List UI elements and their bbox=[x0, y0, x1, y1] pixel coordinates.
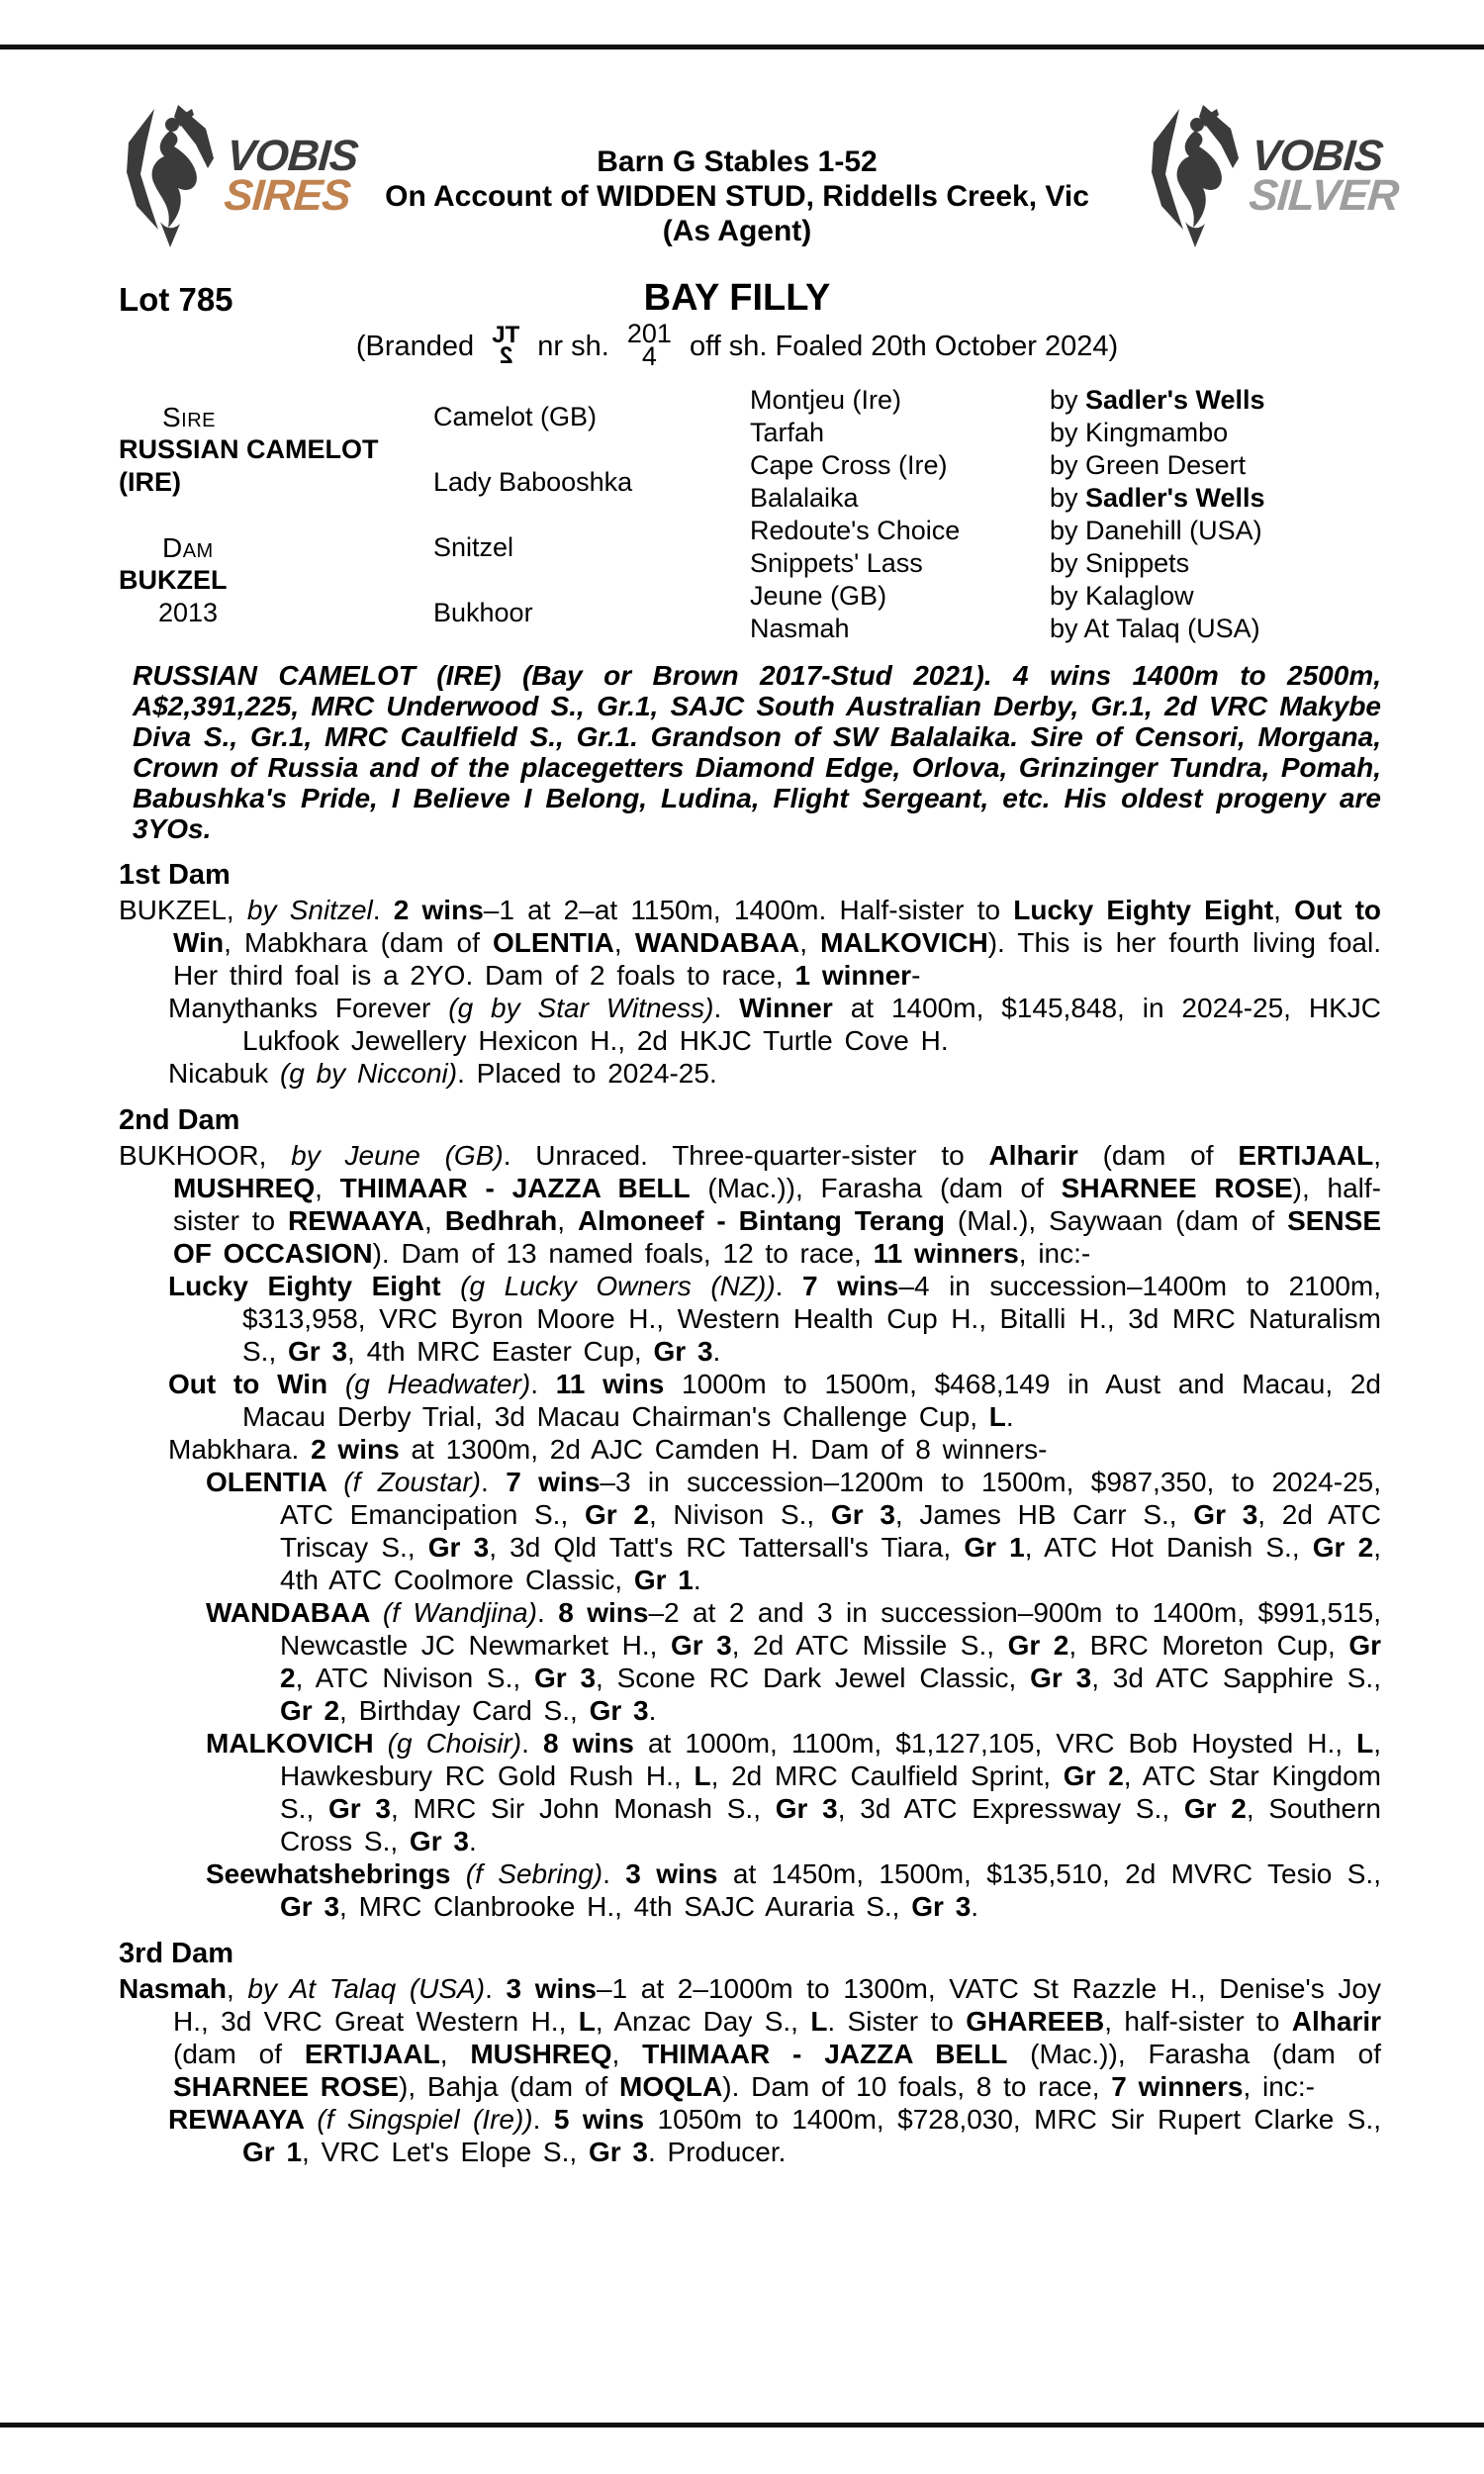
text-segment: Gr 3 bbox=[427, 1532, 490, 1563]
text-segment: (g Lucky Owners (NZ)) bbox=[460, 1271, 776, 1301]
text-segment: , 2d MRC Caulfield Sprint, bbox=[710, 1760, 1064, 1791]
top-rule bbox=[0, 45, 1484, 49]
text-segment: 7 winners bbox=[1111, 2071, 1244, 2102]
text-segment: Gr 3 bbox=[670, 1630, 732, 1661]
text-segment: , Nivison S., bbox=[648, 1499, 831, 1530]
text-segment: Alharir bbox=[988, 1140, 1078, 1171]
text-segment: Gr 3 bbox=[288, 1336, 348, 1367]
text-segment: Gr 3 bbox=[588, 2137, 648, 2167]
pedigree-gen2 bbox=[433, 515, 750, 580]
text-segment: Alharir bbox=[1291, 2006, 1382, 2037]
gen3-horse-name: Tarfah ..... bbox=[750, 417, 1050, 449]
text-segment: Gr 3 bbox=[911, 1891, 972, 1922]
by-word: by bbox=[1050, 418, 1086, 447]
by-word: by bbox=[1050, 450, 1086, 480]
text-segment: (Mac.)), Farasha (dam of bbox=[690, 1173, 1062, 1203]
text-segment: . bbox=[603, 1858, 626, 1889]
gen1-horse-name: BUKZEL ..... bbox=[119, 564, 419, 597]
gen1-year: 2013 bbox=[158, 597, 219, 627]
consignor-line: (As Agent) bbox=[662, 215, 812, 247]
text-segment: , Southern Cross S., bbox=[280, 1793, 1381, 1856]
text-segment: , inc:- bbox=[1018, 1238, 1091, 1269]
gen3-horse-name: Montjeu (Ire) ..... bbox=[750, 384, 1050, 417]
text-segment: THIMAAR - JAZZA BELL bbox=[339, 1173, 691, 1203]
brand-letters: JT bbox=[492, 322, 520, 349]
text-segment: Gr 3 bbox=[775, 1793, 838, 1824]
text-segment: –4 in succession–1400m to 2100m, $313,958, VRC Byron Moore H., Western Health Cup H., Bitalli H., 3d MRC Naturalism S., bbox=[242, 1271, 1381, 1367]
text-segment: ), half-sister to bbox=[173, 1173, 1381, 1236]
text-segment: . bbox=[468, 1826, 477, 1856]
text-segment: at 1450m, 1500m, $135,510, 2d MVRC Tesio S., bbox=[717, 1858, 1381, 1889]
text-segment: . bbox=[713, 993, 740, 1023]
pedigree-gen2 bbox=[433, 580, 750, 645]
text-segment: , bbox=[557, 1205, 578, 1236]
consignor-line: On Account of WIDDEN STUD, Riddells Creek, Vic bbox=[385, 180, 1089, 213]
gen4-sire-name: Snippets bbox=[1085, 548, 1190, 578]
text-segment: Gr 1 bbox=[964, 1532, 1025, 1563]
logo-word-vobis: VOBIS bbox=[1250, 132, 1385, 180]
text-segment: - bbox=[911, 960, 921, 991]
text-segment: Gr 2 bbox=[280, 1695, 340, 1726]
pedigree-paragraph bbox=[119, 1972, 1381, 2103]
text-segment: 1 winner bbox=[794, 960, 912, 991]
text-segment: at 1400m, $145,848, in 2024-25, HKJC Lukfook Jewellery Hexicon H., 2d HKJC Turtle Cove H. bbox=[242, 993, 1381, 1056]
pedigree-gen2 bbox=[433, 449, 750, 515]
text-segment: . bbox=[536, 1597, 559, 1628]
text-segment: (f Sebring) bbox=[465, 1858, 603, 1889]
text-segment: SHARNEE ROSE bbox=[173, 2071, 400, 2102]
gen3-horse-name: Cape Cross (Ire) ..... bbox=[750, 449, 1050, 482]
text-segment: Nasmah bbox=[119, 1973, 227, 2004]
text-segment: (dam of bbox=[1077, 1140, 1239, 1171]
text-segment: 7 wins bbox=[802, 1271, 899, 1301]
text-segment: , 3d Qld Tatt's RC Tattersall's Tiara, bbox=[489, 1532, 965, 1563]
text-segment: . bbox=[530, 1369, 556, 1399]
logo-word-silver: SILVER bbox=[1247, 171, 1400, 220]
text-segment: L bbox=[578, 2006, 596, 2037]
text-segment: . bbox=[485, 1973, 507, 2004]
text-segment: ), Bahja (dam of bbox=[399, 2071, 620, 2102]
text-segment: , Birthday Card S., bbox=[339, 1695, 590, 1726]
horse-rider-icon bbox=[121, 103, 220, 249]
text-segment: , half-sister to bbox=[1104, 2006, 1292, 2037]
gen4-sire-name: Sadler's Wells bbox=[1085, 483, 1265, 513]
dam-section-heading: 3rd Dam bbox=[119, 1938, 234, 1969]
by-word: by bbox=[1050, 548, 1086, 578]
text-segment: at 1300m, 2d AJC Camden H. Dam of 8 winners- bbox=[399, 1434, 1048, 1465]
text-segment: L bbox=[694, 1760, 711, 1791]
text-segment: , 2d ATC Triscay S., bbox=[280, 1499, 1381, 1563]
text-segment: . bbox=[1005, 1401, 1014, 1432]
text-segment: Gr 3 bbox=[409, 1826, 469, 1856]
logo-word-sires: SIRES bbox=[222, 171, 352, 220]
brand-line bbox=[0, 319, 1474, 374]
text-segment: . Unraced. Three-quarter-sister to bbox=[503, 1140, 989, 1171]
text-segment: WANDABAA bbox=[206, 1597, 383, 1628]
text-segment: . bbox=[481, 1467, 507, 1497]
gen2-horse-name: Lady Babooshka ..... bbox=[433, 466, 738, 499]
pedigree-gen1-dam bbox=[119, 515, 433, 645]
text-segment: , ATC Star Kingdom S., bbox=[280, 1760, 1381, 1824]
brand-prefix: (Branded bbox=[355, 331, 475, 362]
text-segment: , 3d ATC Sapphire S., bbox=[1091, 1663, 1381, 1693]
text-segment: , bbox=[439, 2039, 471, 2069]
pedigree-paragraph bbox=[119, 992, 1381, 1057]
text-segment: 1000m to 1500m, $468,149 in Aust and Macau, 2d Macau Derby Trial, 3d Macau Chairman's Challenge Cup, bbox=[242, 1369, 1381, 1432]
text-segment: Mabkhara. bbox=[168, 1434, 312, 1465]
gen4-sire-name: Danehill (USA) bbox=[1085, 516, 1262, 545]
text-segment: 11 wins bbox=[555, 1369, 665, 1399]
text-segment: , MRC Clanbrooke H., 4th SAJC Auraria S., bbox=[339, 1891, 912, 1922]
text-segment: Lucky Eighty Eight bbox=[168, 1271, 461, 1301]
pedigree-gen2 bbox=[433, 384, 750, 449]
text-segment: , bbox=[226, 1973, 248, 2004]
text-segment: (Mal.), Saywaan (dam of bbox=[944, 1205, 1288, 1236]
text-segment: 7 wins bbox=[506, 1467, 601, 1497]
text-segment: MALKOVICH bbox=[206, 1728, 388, 1759]
text-segment: . bbox=[693, 1565, 701, 1595]
text-segment: , bbox=[315, 1173, 340, 1203]
by-word: by bbox=[1050, 614, 1084, 643]
text-segment: Winner bbox=[739, 993, 833, 1023]
text-segment: –3 in succession–1200m to 1500m, $987,350, to 2024-25, ATC Emancipation S., bbox=[280, 1467, 1381, 1530]
text-segment: L bbox=[810, 2006, 828, 2037]
dam-section-heading: 2nd Dam bbox=[119, 1104, 240, 1136]
text-segment: ERTIJAAL bbox=[304, 2039, 440, 2069]
pedigree-paragraph bbox=[119, 1270, 1381, 1368]
pedigree-gen1-sire bbox=[119, 384, 433, 515]
pedigree-paragraph bbox=[119, 2103, 1381, 2168]
text-segment: , BRC Moreton Cup, bbox=[1068, 1630, 1349, 1661]
pedigree-paragraph bbox=[119, 1596, 1381, 1727]
pedigree-paragraph bbox=[119, 1057, 1381, 1090]
text-segment: , ATC Hot Danish S., bbox=[1024, 1532, 1313, 1563]
pedigree-paragraph bbox=[119, 1368, 1381, 1433]
text-segment: OLENTIA bbox=[206, 1467, 344, 1497]
text-segment: , James HB Carr S., bbox=[894, 1499, 1194, 1530]
text-segment: . Sister to bbox=[827, 2006, 967, 2037]
text-segment: , Hawkesbury RC Gold Rush H., bbox=[280, 1728, 1381, 1791]
text-segment: ). This is her fourth living foal. Her third foal is a 2YO. Dam of 2 foals to race, bbox=[173, 927, 1381, 991]
text-segment: (g by Nicconi) bbox=[279, 1058, 458, 1089]
text-segment: 5 wins bbox=[553, 2104, 645, 2135]
text-segment: , bbox=[799, 927, 821, 958]
gen3-horse-name: Nasmah ..... bbox=[750, 613, 1050, 645]
text-segment: Gr 3 bbox=[533, 1663, 597, 1693]
gen2-horse-name: Bukhoor ..... bbox=[433, 597, 738, 629]
text-segment: , 4th MRC Easter Cup, bbox=[347, 1336, 654, 1367]
brand-foal-number: 201 bbox=[626, 319, 672, 349]
pedigree-table bbox=[119, 384, 1381, 645]
gen4-sire-name: Sadler's Wells bbox=[1085, 385, 1265, 415]
pedigree-paragraph bbox=[119, 1466, 1381, 1596]
text-segment: . Placed to 2024-25. bbox=[457, 1058, 717, 1089]
by-word: by bbox=[1050, 516, 1086, 545]
gen4-sire-name: Kalaglow bbox=[1085, 581, 1194, 611]
text-segment: , Anzac Day S., bbox=[595, 2006, 811, 2037]
text-segment: by Snitzel bbox=[246, 895, 373, 925]
text-segment: , 4th ATC Coolmore Classic, bbox=[280, 1532, 1381, 1595]
text-segment: , bbox=[1273, 895, 1295, 925]
text-segment: Manythanks Forever bbox=[168, 993, 449, 1023]
text-segment: , 2d ATC Missile S., bbox=[731, 1630, 1008, 1661]
gen1-horse-name: RUSSIAN CAMELOT (IRE) ..... bbox=[119, 433, 419, 499]
text-segment: BUKZEL, bbox=[119, 895, 247, 925]
text-segment: Nicabuk bbox=[168, 1058, 280, 1089]
text-segment: GHAREEB bbox=[966, 2006, 1105, 2037]
text-segment: Gr 3 bbox=[280, 1891, 340, 1922]
gen3-sire-of bbox=[1050, 613, 1381, 645]
vobis-silver-logo bbox=[1146, 103, 1400, 249]
text-segment: , Scone RC Dark Jewel Classic, bbox=[596, 1663, 1031, 1693]
text-segment: (g by Star Witness) bbox=[448, 993, 714, 1023]
text-segment: MUSHREQ bbox=[470, 2039, 612, 2069]
text-segment: . bbox=[712, 1336, 721, 1367]
text-segment: Gr 1 bbox=[242, 2137, 303, 2167]
text-segment: (f Singspiel (Ire)) bbox=[317, 2104, 533, 2135]
text-segment: , bbox=[1373, 1140, 1382, 1171]
text-segment: SENSE OF OCCASION bbox=[173, 1205, 1382, 1269]
dam-sections bbox=[119, 859, 1381, 2168]
text-segment: 8 wins bbox=[558, 1597, 649, 1628]
text-segment: Almoneef - Bintang Terang bbox=[577, 1205, 945, 1236]
text-segment: MUSHREQ bbox=[173, 1173, 316, 1203]
text-segment: by Jeune (GB) bbox=[291, 1140, 504, 1171]
consignor-line: Barn G Stables 1-52 bbox=[597, 145, 878, 178]
gen3-horse-name: Jeune (GB) ..... bbox=[750, 580, 1050, 613]
text-segment: Gr 2 bbox=[1007, 1630, 1069, 1661]
text-segment: 8 wins bbox=[542, 1728, 634, 1759]
text-segment: , bbox=[611, 2039, 643, 2069]
gen4-sire-name: At Talaq (USA) bbox=[1083, 614, 1260, 643]
text-segment: . bbox=[648, 1695, 657, 1726]
logo-word-vobis: VOBIS bbox=[225, 132, 360, 180]
pedigree-paragraph bbox=[119, 1433, 1381, 1466]
gen2-horse-name: Camelot (GB) ..... bbox=[433, 401, 738, 433]
text-segment: Gr 3 bbox=[589, 1695, 649, 1726]
text-segment: . Producer. bbox=[647, 2137, 787, 2167]
text-segment: BUKHOOR, bbox=[119, 1140, 292, 1171]
text-segment: REWAAYA bbox=[168, 2104, 318, 2135]
dam-section-heading: 1st Dam bbox=[119, 859, 231, 891]
text-segment: , bbox=[424, 1205, 445, 1236]
gen3-sire-of bbox=[1050, 449, 1381, 482]
text-segment: , MRC Sir John Monash S., bbox=[390, 1793, 776, 1824]
near-shoulder-brand bbox=[492, 322, 520, 370]
text-segment: ERTIJAAL bbox=[1238, 1140, 1374, 1171]
text-segment: WANDABAA bbox=[634, 927, 800, 958]
text-segment: by At Talaq (USA) bbox=[247, 1973, 486, 2004]
brand-suffix: off sh. Foaled 20th October 2024) bbox=[690, 331, 1119, 362]
off-shoulder-brand bbox=[626, 319, 672, 372]
brand-mid: nr sh. bbox=[537, 331, 609, 362]
text-segment: . bbox=[372, 895, 394, 925]
text-segment: 3 wins bbox=[506, 1973, 597, 2004]
text-segment: RUSSIAN CAMELOT (IRE) (Bay or Brown 2017-Stud 2021). 4 wins 1400m to 2500m, A$2,391,225, MRC Underwood S., Gr.1, SAJC South Australian Derby, Gr.1, 2d VRC Makybe Diva S., Gr.1, MRC Caulfield S., Gr.1. Grandson of SW Balalaika. Sire of Censori, Morgana, Crown of Russia and of the placegetters Diamond Edge, Orlova, Grinzinger Tundra, Pomah, Babushka's Pride, I Believe I Belong, Ludina, Flight Sergeant, etc. His oldest progeny are 3YOs. bbox=[133, 660, 1381, 844]
gen4-sire-name: Kingmambo bbox=[1085, 418, 1229, 447]
lot-number: Lot 785 bbox=[119, 281, 233, 318]
text-segment: ). Dam of 10 foals, 8 to race, bbox=[722, 2071, 1112, 2102]
text-segment: 2 wins bbox=[393, 895, 484, 925]
brand-numeral: 2 bbox=[499, 342, 512, 370]
sire-blurb bbox=[119, 660, 1381, 844]
text-segment: Gr 2 bbox=[1063, 1760, 1124, 1791]
text-segment: 2 wins bbox=[311, 1434, 400, 1465]
pedigree-paragraph bbox=[119, 1139, 1381, 1270]
gen3-sire-of bbox=[1050, 482, 1381, 515]
gen3-horse-name: Snippets' Lass ..... bbox=[750, 547, 1050, 580]
pedigree-paragraph bbox=[119, 1857, 1381, 1923]
gen3-horse-name: Redoute's Choice ..... bbox=[750, 515, 1050, 547]
text-segment: Lucky Eighty Eight bbox=[1013, 895, 1274, 925]
text-segment: 11 winners bbox=[873, 1238, 1019, 1269]
text-segment: Out to Win bbox=[173, 895, 1382, 958]
text-segment: , ATC Nivison S., bbox=[295, 1663, 534, 1693]
text-segment: MOQLA bbox=[619, 2071, 723, 2102]
text-segment: . bbox=[521, 1728, 543, 1759]
text-segment: (g Choisir) bbox=[387, 1728, 522, 1759]
by-word: by bbox=[1050, 581, 1086, 611]
text-segment: Gr 3 bbox=[1030, 1663, 1092, 1693]
gen2-horse-name: Snitzel ..... bbox=[433, 531, 738, 564]
text-segment: Gr 1 bbox=[633, 1565, 694, 1595]
text-segment: L bbox=[988, 1401, 1006, 1432]
text-segment: Gr 2 bbox=[584, 1499, 649, 1530]
gen3-sire-of bbox=[1050, 580, 1381, 613]
gen4-sire-name: Green Desert bbox=[1085, 450, 1247, 480]
text-segment: THIMAAR - JAZZA BELL bbox=[642, 2039, 1008, 2069]
text-segment: Gr 2 bbox=[1312, 1532, 1374, 1563]
by-word: by bbox=[1050, 483, 1086, 513]
gen3-sire-of bbox=[1050, 547, 1381, 580]
catalogue-content bbox=[119, 384, 1381, 2168]
text-segment: , inc:- bbox=[1243, 2071, 1315, 2102]
vobis-sires-logo bbox=[121, 103, 360, 249]
text-segment: Gr 3 bbox=[830, 1499, 895, 1530]
gen3-sire-of bbox=[1050, 384, 1381, 417]
text-segment: Gr 2 bbox=[1183, 1793, 1247, 1824]
text-segment: Gr 3 bbox=[1193, 1499, 1258, 1530]
text-segment: 3 wins bbox=[625, 1858, 718, 1889]
text-segment: ). Dam of 13 named foals, 12 to race, bbox=[372, 1238, 874, 1269]
text-segment: at 1000m, 1100m, $1,127,105, VRC Bob Hoysted H., bbox=[633, 1728, 1357, 1759]
text-segment: . bbox=[971, 1891, 979, 1922]
text-segment: Gr 2 bbox=[280, 1630, 1381, 1693]
generation-label: Sire bbox=[162, 401, 217, 432]
text-segment: Gr 3 bbox=[653, 1336, 713, 1367]
text-segment: MALKOVICH bbox=[820, 927, 988, 958]
text-segment: (dam of bbox=[173, 2039, 305, 2069]
gen3-sire-of bbox=[1050, 417, 1381, 449]
text-segment: –1 at 2–at 1150m, 1400m. Half-sister to bbox=[483, 895, 1014, 925]
gen3-horse-name: Balalaika ..... bbox=[750, 482, 1050, 515]
text-segment: (g Headwater) bbox=[344, 1369, 531, 1399]
text-segment: (f Wandjina) bbox=[382, 1597, 537, 1628]
text-segment: , VRC Let's Elope S., bbox=[302, 2137, 589, 2167]
text-segment: . bbox=[532, 2104, 554, 2135]
bottom-rule bbox=[0, 2423, 1484, 2427]
generation-label: Dam bbox=[162, 531, 214, 563]
text-segment: Bedhrah bbox=[444, 1205, 558, 1236]
text-segment: Seewhatshebrings bbox=[206, 1858, 466, 1889]
pedigree-paragraph bbox=[119, 1727, 1381, 1857]
text-segment: REWAAYA bbox=[288, 1205, 425, 1236]
text-segment: (f Zoustar) bbox=[343, 1467, 481, 1497]
text-segment: Gr 3 bbox=[327, 1793, 391, 1824]
text-segment: , Mabkhara (dam of bbox=[224, 927, 494, 958]
brand-year: 4 bbox=[641, 341, 657, 372]
lot-title: BAY FILLY bbox=[643, 277, 831, 319]
text-segment: L bbox=[1356, 1728, 1374, 1759]
text-segment: , bbox=[613, 927, 635, 958]
text-segment: –1 at 2–1000m to 1300m, VATC St Razzle H., Denise's Joy H., 3d VRC Great Western H., bbox=[173, 1973, 1381, 2037]
text-segment: –2 at 2 and 3 in succession–900m to 1400m, $991,515, Newcastle JC Newmarket H., bbox=[280, 1597, 1382, 1661]
text-segment: , 3d ATC Expressway S., bbox=[837, 1793, 1184, 1824]
text-segment: OLENTIA bbox=[493, 927, 614, 958]
text-segment: . bbox=[775, 1271, 802, 1301]
horse-rider-icon bbox=[1146, 103, 1245, 249]
text-segment: Out to Win bbox=[168, 1369, 345, 1399]
by-word: by bbox=[1050, 385, 1086, 415]
text-segment: 1050m to 1400m, $728,030, MRC Sir Rupert Clarke S., bbox=[644, 2104, 1382, 2135]
gen3-sire-of bbox=[1050, 515, 1381, 547]
text-segment: (Mac.)), Farasha (dam of bbox=[1007, 2039, 1381, 2069]
text-segment: SHARNEE ROSE bbox=[1061, 1173, 1293, 1203]
pedigree-paragraph bbox=[119, 894, 1381, 992]
